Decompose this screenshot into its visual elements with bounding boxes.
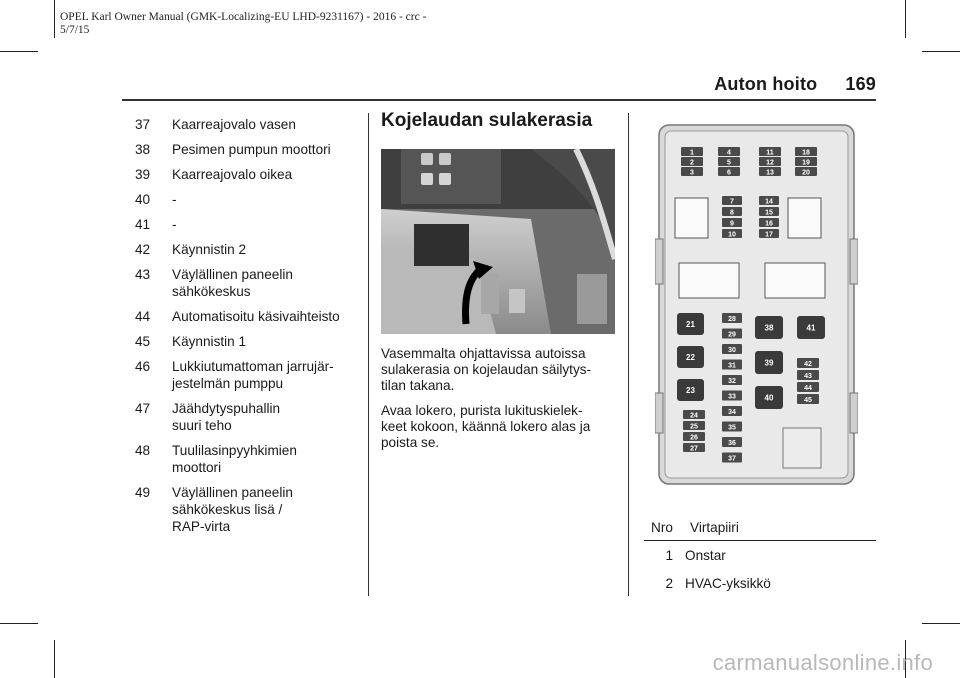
fuse-number: 8 [730, 209, 734, 217]
fuse-number: 24 [690, 412, 698, 420]
crop-mark [0, 623, 38, 624]
fuse-number: 5 [727, 159, 731, 167]
crop-mark [54, 0, 55, 38]
fuse-list [135, 116, 365, 543]
list-item-line: Pesimen pumpun moottori [172, 142, 331, 157]
list-item [135, 333, 365, 350]
list-item-number: 41 [135, 217, 151, 232]
fuse-number: 28 [728, 316, 736, 323]
list-item-number: 46 [135, 359, 151, 374]
list-item [135, 442, 365, 476]
fuse-number: 15 [765, 209, 773, 217]
list-item-line: Käynnistin 1 [172, 334, 247, 349]
fuse-number: 11 [766, 149, 774, 157]
table-row [644, 569, 876, 597]
list-item-line: Kaarreajovalo oikea [172, 167, 293, 182]
fuse-number: 43 [804, 373, 812, 380]
crop-mark [905, 0, 906, 38]
print-header [60, 11, 426, 37]
list-item [135, 166, 365, 183]
column-divider [368, 113, 369, 596]
fuse-number: 25 [690, 423, 698, 431]
list-item [135, 400, 365, 434]
table-cell-no: 1 [665, 547, 673, 563]
fuse-table [644, 520, 876, 597]
list-item-line: Väylällinen paneelin [172, 485, 293, 500]
fuse-number: 16 [765, 220, 773, 228]
list-item-text [172, 484, 365, 535]
list-item [135, 191, 365, 208]
list-item-text [172, 400, 365, 434]
list-item-text [172, 216, 365, 233]
fuse-number: 36 [728, 440, 736, 447]
list-item-number: 44 [135, 309, 151, 324]
fuse-number: 44 [804, 385, 812, 392]
list-item-text [172, 442, 365, 476]
crop-mark [922, 623, 960, 624]
list-item-line: sähkökeskus [172, 284, 251, 299]
list-item-text [172, 191, 365, 208]
crop-mark [0, 51, 38, 52]
fuse-number: 10 [728, 231, 736, 239]
list-item-line: Kaarreajovalo vasen [172, 117, 296, 132]
table-cell-circuit: HVAC-yksikkö [685, 575, 771, 591]
fuse-number: 14 [765, 198, 773, 206]
table-header-no: Nro [651, 520, 673, 535]
fuse-number: 31 [728, 362, 736, 370]
fuse-number: 17 [765, 231, 773, 239]
list-item [135, 266, 365, 300]
list-item-text [172, 308, 365, 325]
fuse-number: 4 [727, 149, 731, 157]
para2-line: poista se. [381, 435, 440, 450]
fuse-number: 38 [764, 323, 774, 333]
fuse-number: 39 [764, 358, 774, 368]
list-item [135, 216, 365, 233]
list-item-line: - [172, 217, 177, 232]
running-head [714, 74, 876, 95]
list-item-number: 38 [135, 142, 151, 157]
table-header-circuit: Virtapiiri [690, 520, 739, 535]
fuse-number: 18 [802, 149, 810, 157]
list-item-line: sähkökeskus lisä / [172, 502, 283, 517]
fuse-number: 7 [730, 198, 734, 206]
fuse-number: 9 [730, 220, 734, 228]
list-item [135, 116, 365, 133]
print-header-line1: OPEL Karl Owner Manual (GMK-Localizing-EU LHD-9231167) - 2016 - crc - [60, 11, 427, 23]
table-header [644, 520, 876, 541]
column-divider [628, 113, 629, 596]
fuse-number: 33 [728, 393, 736, 401]
list-item-number: 45 [135, 334, 151, 349]
list-item-line: Käynnistin 2 [172, 242, 247, 257]
fuse-number: 6 [727, 169, 731, 177]
fuse-number: 13 [766, 169, 774, 177]
table-cell-circuit: Onstar [685, 547, 726, 563]
fuse-number: 26 [690, 434, 698, 442]
fuse-number: 21 [686, 320, 695, 329]
fuse-number: 40 [764, 393, 774, 403]
list-item-number: 39 [135, 167, 151, 182]
list-item-line: suuri teho [172, 418, 232, 433]
table-cell-no: 2 [665, 575, 673, 591]
running-head-title: Auton hoito [714, 74, 818, 94]
fuse-number: 12 [766, 159, 774, 167]
list-item-line: Tuulilasinpyyhkimien [172, 443, 297, 458]
para1-line: sulakerasia on kojelaudan säilytys- [381, 362, 592, 377]
fuse-number: 37 [728, 455, 736, 463]
section-title: Kojelaudan sulakerasia [381, 110, 593, 131]
fuse-box-diagram [655, 123, 858, 486]
list-item [135, 141, 365, 158]
fuse-number: 3 [690, 169, 694, 177]
fuse-number: 45 [804, 397, 812, 404]
table-row [644, 541, 876, 569]
list-item-line: RAP-virta [172, 519, 231, 534]
fuse-number: 1 [690, 149, 694, 157]
list-item-text [172, 166, 365, 183]
list-item-number: 49 [135, 485, 151, 500]
list-item [135, 241, 365, 258]
fuse-number: 29 [728, 331, 736, 339]
fuse-number: 22 [686, 353, 695, 362]
print-header-line2: 5/7/15 [60, 24, 90, 36]
list-item-line: Automatisoitu käsivaihteisto [172, 309, 340, 324]
list-item-text [172, 241, 365, 258]
fuse-number: 27 [690, 445, 698, 453]
list-item-number: 47 [135, 401, 151, 416]
list-item-number: 42 [135, 242, 151, 257]
list-item-text [172, 333, 365, 350]
list-item [135, 358, 365, 392]
para2-line: Avaa lokero, purista lukituskielek- [381, 403, 583, 418]
fuse-number: 19 [802, 159, 810, 167]
crop-mark [54, 640, 55, 678]
fuse-number: 35 [728, 424, 736, 432]
list-item-line: Lukkiutumattoman jarrujär- [172, 359, 334, 374]
list-item-number: 37 [135, 117, 151, 132]
list-item [135, 484, 365, 535]
fuse-number: 34 [728, 409, 736, 416]
list-item-text [172, 266, 365, 300]
list-item-line: - [172, 192, 177, 207]
list-item-line: jestelmän pumppu [172, 376, 284, 391]
para1-line: Vasemmalta ohjattavissa autoissa [381, 346, 586, 361]
watermark: carmanualsonline.info [712, 650, 933, 675]
crop-mark [922, 51, 960, 52]
list-item-number: 48 [135, 443, 151, 458]
para1-line: tilan takana. [381, 378, 455, 393]
paragraph-location [381, 346, 617, 394]
fuse-number: 30 [728, 347, 736, 354]
list-item-number: 43 [135, 267, 151, 282]
fuse-number: 42 [804, 361, 812, 368]
page-number: 169 [845, 74, 876, 94]
para2-line: keet kokoon, käännä lokero alas ja [381, 419, 591, 434]
list-item-text [172, 116, 365, 133]
list-item-text [172, 358, 365, 392]
fuse-number: 32 [728, 378, 736, 385]
list-item-line: Väylällinen paneelin [172, 267, 293, 282]
fuse-number: 23 [686, 386, 695, 395]
fuse-number: 41 [806, 323, 816, 333]
list-item-line: Jäähdytyspuhallin [172, 401, 281, 416]
list-item-text [172, 141, 365, 158]
fuse-number: 2 [690, 159, 694, 167]
paragraph-remove [381, 403, 617, 451]
dashboard-photo [381, 149, 615, 334]
list-item [135, 308, 365, 325]
list-item-number: 40 [135, 192, 151, 207]
header-rule [122, 99, 876, 101]
fuse-number: 20 [802, 169, 810, 177]
list-item-line: moottori [172, 460, 222, 475]
